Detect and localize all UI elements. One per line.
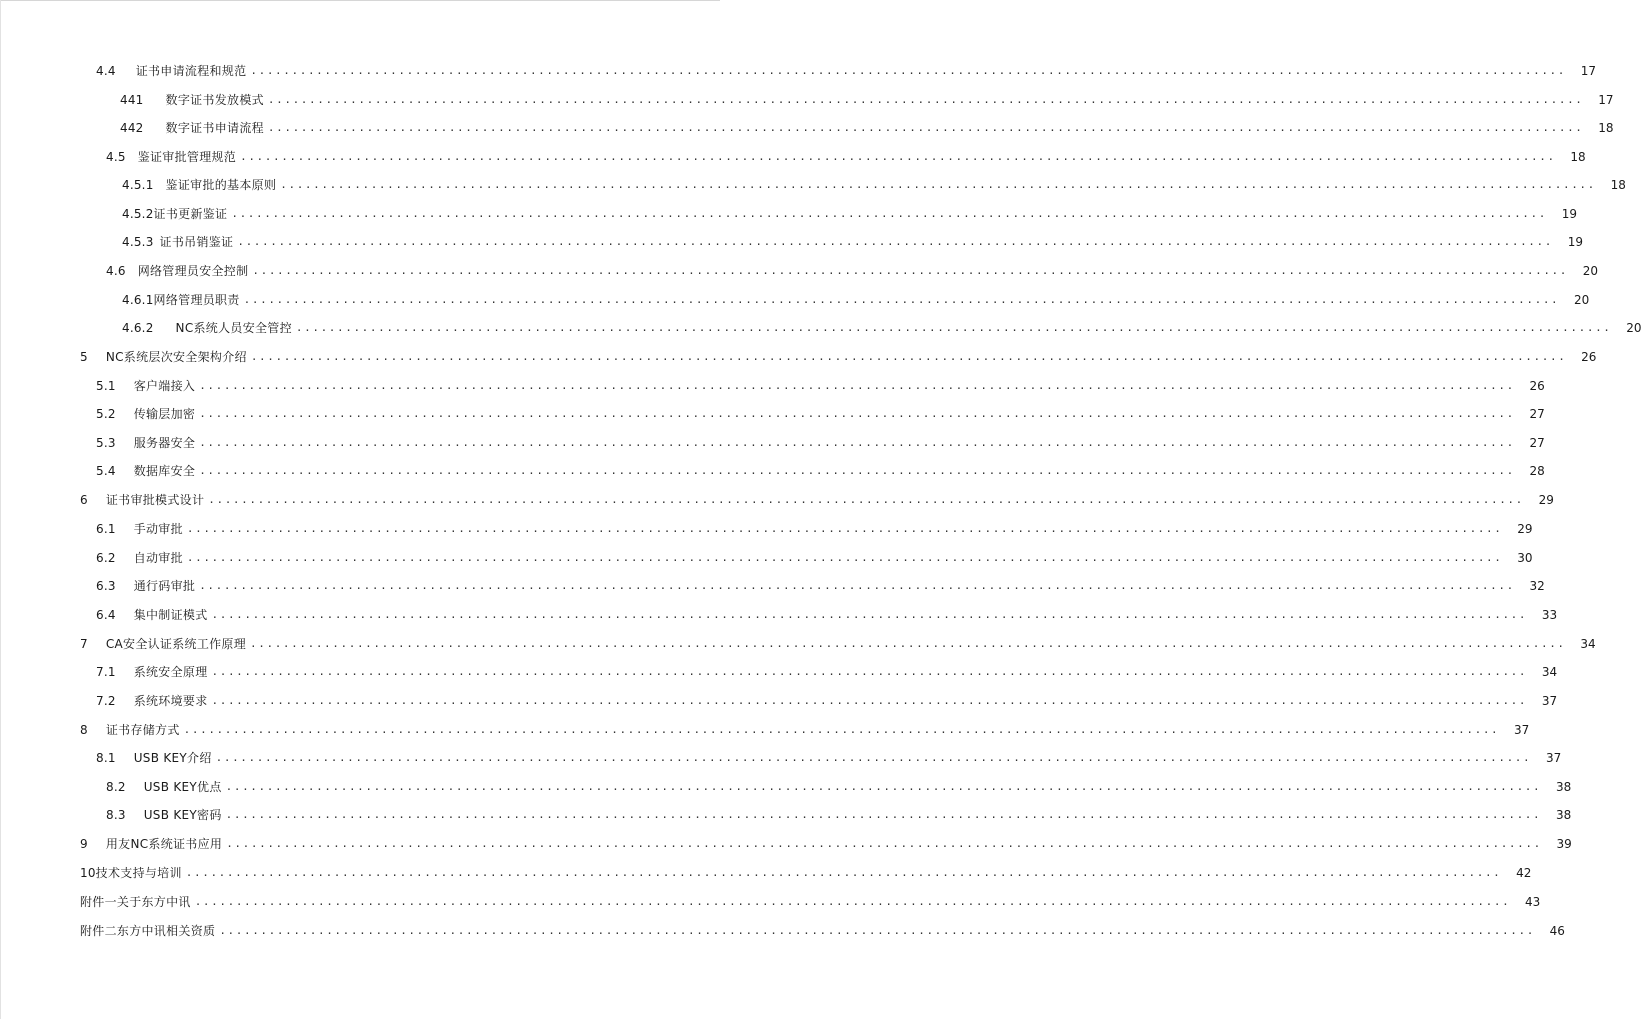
toc-dot-leader: ................................................................................................................................................................	[225, 808, 1542, 821]
toc-entry-number: 10	[80, 866, 96, 880]
toc-entry-page-number: 46	[1549, 924, 1565, 938]
toc-entry-page-number: 43	[1525, 895, 1541, 909]
toc-entry-page-number: 18	[1570, 150, 1586, 164]
toc-entry[interactable]	[122, 204, 1577, 224]
toc-entry[interactable]	[96, 662, 1558, 682]
toc-entry-page-number: 33	[1541, 608, 1558, 622]
toc-entry-page-number: 20	[1573, 293, 1590, 307]
toc-entry-number: 4.6	[106, 264, 126, 278]
toc-dot-leader: ................................................................................................................................................................	[252, 264, 1568, 277]
toc-entry-number: 7.1	[96, 665, 116, 679]
toc-entry-number: 9	[80, 837, 88, 851]
toc-entry[interactable]	[80, 347, 1597, 367]
toc-entry-page-number: 37	[1513, 723, 1530, 737]
toc-entry-title: 集中制证模式	[133, 608, 208, 622]
toc-dot-leader: ................................................................................................................................................................	[219, 924, 1535, 937]
toc-entry-title: 技术支持与培训	[95, 866, 182, 880]
toc-dot-leader: ................................................................................................................................................................	[211, 694, 1528, 707]
toc-entry-number: 6.4	[96, 608, 116, 622]
toc-dot-leader: ................................................................................................................................................................	[183, 723, 1500, 736]
toc-dot-leader: ................................................................................................................................................................	[250, 637, 1566, 650]
toc-entry-page-number: 17	[1580, 64, 1596, 78]
toc-entry-title: 系统环境要求	[133, 694, 208, 708]
toc-entry-number: 4.4	[96, 64, 116, 78]
toc-entry[interactable]	[122, 290, 1590, 310]
toc-entry-title: 系统安全原理	[133, 665, 208, 679]
toc-entry-number: 6.3	[96, 579, 116, 593]
toc-dot-leader: ................................................................................................................................................................	[199, 579, 1515, 592]
toc-entry-title: 鉴证审批的基本原则	[165, 178, 277, 192]
toc-entry-page-number: 27	[1529, 436, 1545, 450]
toc-dot-leader: ................................................................................................................................................................	[208, 493, 1524, 506]
toc-entry[interactable]	[96, 605, 1558, 625]
toc-entry-number: 4.5	[106, 150, 126, 164]
toc-entry-title: NC系统人员安全管控	[175, 321, 292, 335]
toc-entry-title: USB KEY密码	[143, 808, 222, 822]
toc-entry-title: 数字证书发放模式	[165, 93, 264, 107]
toc-entry-title: 客户端接入	[133, 379, 196, 393]
toc-entry-page-number: 37	[1541, 694, 1558, 708]
toc-entry-number: 441	[120, 93, 144, 107]
toc-entry-page-number: 19	[1567, 235, 1583, 249]
toc-entry-title: 证书吊销鉴证	[159, 235, 234, 249]
toc-entry-page-number: 39	[1556, 837, 1572, 851]
toc-entry-page-number: 29	[1538, 493, 1554, 507]
toc-entry[interactable]	[122, 318, 1642, 338]
toc-entry-title: 网络管理员职责	[153, 293, 240, 307]
toc-entry-title: USB KEY优点	[143, 780, 222, 794]
toc-entry-page-number: 29	[1517, 522, 1533, 536]
toc-entry-title: 传输层加密	[133, 407, 196, 421]
toc-entry-number: 7.2	[96, 694, 116, 708]
toc-entry-page-number: 19	[1561, 207, 1577, 221]
toc-entry-page-number: 18	[1598, 121, 1614, 135]
toc-entry-title: 附件一关于东方中讯	[80, 895, 191, 909]
toc-entry-title: 用友NC系统证书应用	[105, 837, 223, 851]
toc-dot-leader: ................................................................................................................................................................	[240, 150, 1556, 163]
toc-entry-page-number: 37	[1545, 751, 1562, 765]
toc-entry-number: 4.5.3	[122, 235, 154, 249]
toc-entry[interactable]	[80, 892, 1541, 912]
toc-entry-number: 6.1	[96, 522, 116, 536]
toc-dot-leader: ................................................................................................................................................................	[215, 751, 1532, 764]
toc-entry-page-number: 34	[1580, 637, 1596, 651]
toc-entry-number: 8.2	[106, 780, 126, 794]
toc-entry-title: 证书申请流程和规范	[135, 64, 247, 78]
toc-entry-page-number: 17	[1598, 93, 1614, 107]
toc-entry-page-number: 38	[1555, 780, 1572, 794]
toc-entry[interactable]	[80, 863, 1532, 883]
toc-dot-leader: ................................................................................................................................................................	[199, 379, 1515, 392]
toc-entry-page-number: 30	[1517, 551, 1533, 565]
toc-entry-page-number: 26	[1529, 379, 1545, 393]
toc-entry-page-number: 28	[1529, 464, 1545, 478]
toc-entry-title: 服务器安全	[133, 436, 196, 450]
toc-entry-number: 8.3	[106, 808, 126, 822]
toc-entry[interactable]	[96, 404, 1545, 424]
toc-dot-leader: ................................................................................................................................................................	[199, 464, 1515, 477]
toc-dot-leader: ................................................................................................................................................................	[225, 780, 1542, 793]
toc-dot-leader: ................................................................................................................................................................	[295, 321, 1612, 334]
toc-entry-number: 4.6.1	[122, 293, 154, 307]
toc-entry-title: 网络管理员安全控制	[137, 264, 249, 278]
toc-entry[interactable]	[80, 834, 1572, 854]
toc-entry[interactable]	[80, 921, 1565, 941]
toc-entry[interactable]	[120, 90, 1614, 110]
toc-entry-title: 证书存储方式	[105, 723, 180, 737]
toc-dot-leader: ................................................................................................................................................................	[280, 178, 1596, 191]
toc-entry-title: 自动审批	[133, 551, 183, 565]
toc-entry-title: 证书审批模式设计	[105, 493, 205, 507]
toc-entry-number: 6	[80, 493, 88, 507]
toc-entry-number: 5.1	[96, 379, 116, 393]
toc-entry-title: 数字证书申请流程	[165, 121, 264, 135]
toc-entry-title: 通行码审批	[133, 579, 196, 593]
toc-dot-leader: ................................................................................................................................................................	[250, 350, 1567, 363]
toc-entry-title: CA安全认证系统工作原理	[105, 637, 247, 651]
toc-entry[interactable]	[80, 720, 1530, 740]
toc-entry-page-number: 38	[1555, 808, 1572, 822]
toc-entry-title: 鉴证审批管理规范	[137, 150, 237, 164]
toc-entry-page-number: 34	[1541, 665, 1558, 679]
toc-dot-leader: ................................................................................................................................................................	[267, 93, 1584, 106]
toc-entry[interactable]	[96, 548, 1533, 568]
toc-entry[interactable]	[80, 490, 1554, 510]
toc-entry-number: 7	[80, 637, 88, 651]
toc-dot-leader: ................................................................................................................................................................	[231, 207, 1547, 220]
toc-entry[interactable]	[122, 175, 1626, 195]
toc-entry-title: 附件二东方中讯相关资质	[80, 924, 216, 938]
toc-entry[interactable]	[122, 232, 1583, 252]
toc-entry[interactable]	[96, 519, 1533, 539]
toc-entry-number: 5.4	[96, 464, 116, 478]
toc-entry-title: NC系统层次安全架构介绍	[105, 350, 247, 364]
toc-entry[interactable]	[96, 376, 1545, 396]
toc-dot-leader: ................................................................................................................................................................	[186, 522, 1503, 535]
toc-entry-number: 8	[80, 723, 88, 737]
toc-entry-page-number: 26	[1581, 350, 1597, 364]
toc-entry[interactable]	[96, 61, 1596, 81]
toc-entry[interactable]	[120, 118, 1614, 138]
toc-entry-number: 8.1	[96, 751, 116, 765]
toc-entry-page-number: 20	[1626, 321, 1642, 335]
toc-entry[interactable]	[96, 576, 1545, 596]
toc-dot-leader: ................................................................................................................................................................	[226, 837, 1542, 850]
toc-entry[interactable]	[106, 805, 1572, 825]
toc-entry-page-number: 32	[1529, 579, 1545, 593]
toc-entry-page-number: 42	[1516, 866, 1532, 880]
toc-entry-page-number: 20	[1582, 264, 1598, 278]
toc-entry-number: 5.2	[96, 407, 116, 421]
toc-entry-title: 手动审批	[133, 522, 183, 536]
toc-entry[interactable]	[106, 777, 1572, 797]
toc-entry[interactable]	[106, 147, 1586, 167]
toc-dot-leader: ................................................................................................................................................................	[267, 121, 1584, 134]
toc-dot-leader: ................................................................................................................................................................	[211, 665, 1528, 678]
toc-entry[interactable]	[96, 461, 1545, 481]
toc-entry-number: 4.5.1	[122, 178, 154, 192]
toc-entry-page-number: 27	[1529, 407, 1545, 421]
toc-dot-leader: ................................................................................................................................................................	[199, 436, 1515, 449]
toc-dot-leader: ................................................................................................................................................................	[199, 407, 1515, 420]
toc-dot-leader: ................................................................................................................................................................	[250, 64, 1566, 77]
toc-dot-leader: ................................................................................................................................................................	[194, 895, 1511, 908]
toc-entry-number: 6.2	[96, 551, 116, 565]
toc-dot-leader: ................................................................................................................................................................	[237, 235, 1553, 248]
toc-dot-leader: ................................................................................................................................................................	[211, 608, 1528, 621]
toc-dot-leader: ................................................................................................................................................................	[185, 866, 1502, 879]
toc-entry-number: 5	[80, 350, 88, 364]
toc-entry-number: 4.6.2	[122, 321, 154, 335]
toc-entry[interactable]	[96, 691, 1558, 711]
toc-entry[interactable]	[80, 634, 1596, 654]
toc-dot-leader: ................................................................................................................................................................	[243, 293, 1560, 306]
toc-entry-title: USB KEY介绍	[133, 751, 212, 765]
toc-entry-title: 证书更新鉴证	[153, 207, 228, 221]
toc-entry-number: 4.5.2	[122, 207, 154, 221]
toc-entry-page-number: 18	[1610, 178, 1626, 192]
toc-entry[interactable]	[106, 261, 1598, 281]
toc-entry-number: 5.3	[96, 436, 116, 450]
toc-entry[interactable]	[96, 748, 1562, 768]
toc-dot-leader: ................................................................................................................................................................	[186, 551, 1503, 564]
toc-entry-title: 数据库安全	[133, 464, 196, 478]
toc-entry-number: 442	[120, 121, 144, 135]
toc-entry[interactable]	[96, 433, 1545, 453]
